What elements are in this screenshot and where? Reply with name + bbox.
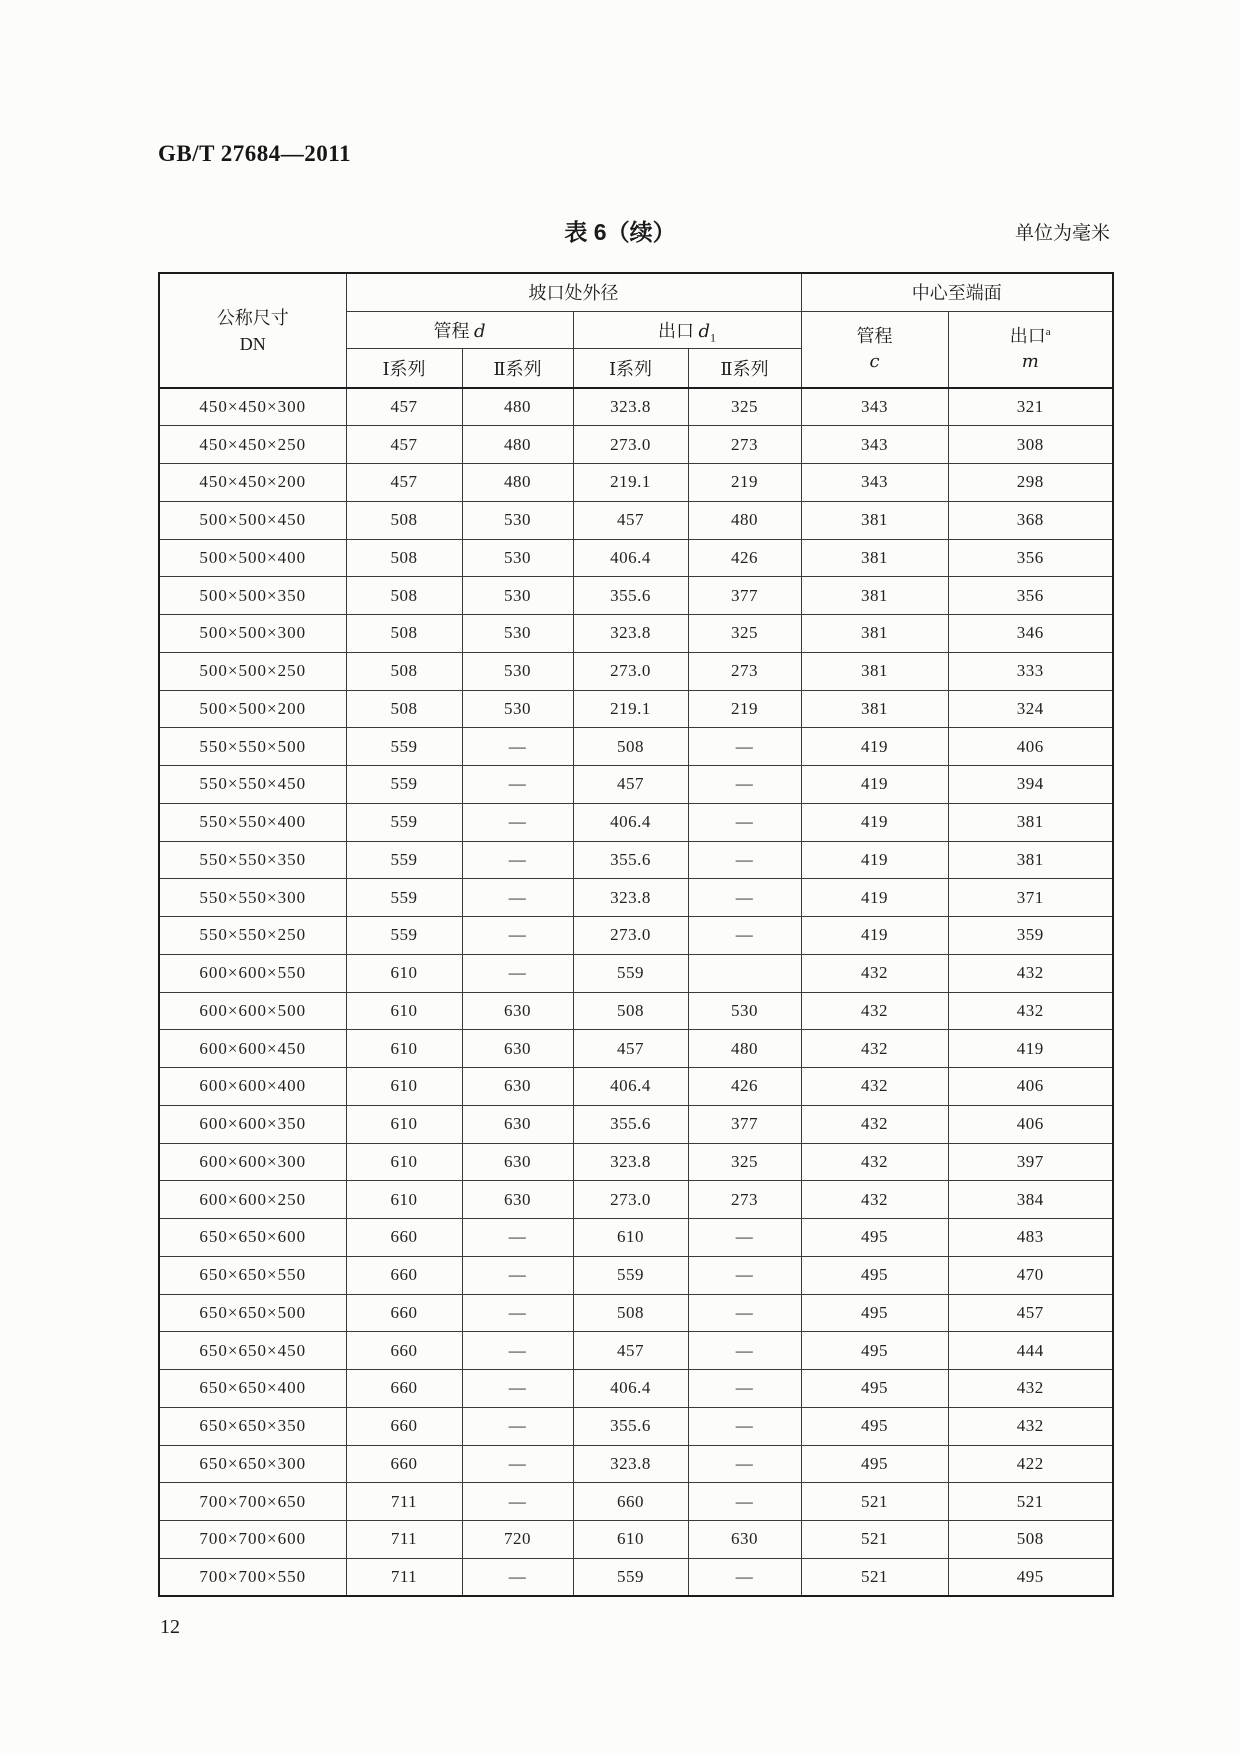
table-row [159,501,1113,539]
cell-dn: 450×450×250 [159,426,346,464]
cell-outlet-series2: 273 [688,1181,801,1219]
cell-outlet-series2: — [688,1219,801,1257]
table-row [159,1370,1113,1408]
cell-dn: 500×500×250 [159,652,346,690]
cell-outlet-series1: 323.8 [573,388,688,426]
cell-outlet-series1: 355.6 [573,1407,688,1445]
cell-outlet-series1: 508 [573,728,688,766]
cell-center-outlet-m: 495 [948,1558,1113,1596]
cell-dn: 700×700×650 [159,1483,346,1521]
cell-center-run-c: 432 [801,954,948,992]
cell-dn: 650×650×350 [159,1407,346,1445]
table-title: 表 6（续） [564,219,676,245]
header-run-d [346,311,573,348]
cell-outlet-series2: — [688,1445,801,1483]
cell-dn: 500×500×450 [159,501,346,539]
table-row [159,1558,1113,1596]
cell-center-run-c: 381 [801,652,948,690]
cell-outlet-series1: 273.0 [573,652,688,690]
cell-run-series1: 559 [346,841,462,879]
cell-center-run-c: 381 [801,577,948,615]
cell-outlet-series2: — [688,728,801,766]
cell-outlet-series2: 325 [688,1143,801,1181]
cell-center-run-c: 521 [801,1483,948,1521]
cell-outlet-series2: 426 [688,1068,801,1106]
cell-center-outlet-m: 324 [948,690,1113,728]
cell-center-run-c: 343 [801,464,948,502]
cell-outlet-series1: 660 [573,1483,688,1521]
cell-outlet-series2: — [688,1407,801,1445]
cell-run-series1: 610 [346,954,462,992]
header-outlet-d1 [573,311,801,348]
cell-run-series2: — [462,954,573,992]
cell-run-series2: 630 [462,1030,573,1068]
cell-outlet-series2: — [688,1483,801,1521]
cell-center-outlet-m: 359 [948,917,1113,955]
table-row [159,388,1113,426]
cell-run-series2: 530 [462,539,573,577]
run-d-symbol: d [473,320,486,342]
cell-dn: 450×450×200 [159,464,346,502]
cell-outlet-series1: 323.8 [573,1143,688,1181]
cell-center-run-c: 419 [801,917,948,955]
cell-run-series1: 610 [346,1143,462,1181]
table-row [159,992,1113,1030]
cell-run-series1: 660 [346,1445,462,1483]
table-body [159,388,1113,1596]
run-d-label: 管程 [433,320,470,341]
cell-dn: 650×650×300 [159,1445,346,1483]
cell-dn: 550×550×250 [159,917,346,955]
cell-outlet-series1: 273.0 [573,917,688,955]
table-row [159,917,1113,955]
cell-outlet-series2: 480 [688,1030,801,1068]
cell-center-outlet-m: 397 [948,1143,1113,1181]
cell-run-series2: 630 [462,1181,573,1219]
cell-run-series1: 508 [346,690,462,728]
cell-center-run-c: 432 [801,1030,948,1068]
cell-center-outlet-m: 346 [948,615,1113,653]
cell-run-series1: 508 [346,501,462,539]
cell-run-series1: 660 [346,1407,462,1445]
header-row-groups [159,273,1113,311]
cell-center-run-c: 343 [801,388,948,426]
cell-run-series1: 559 [346,766,462,804]
cell-outlet-series1: 219.1 [573,464,688,502]
cell-run-series1: 559 [346,728,462,766]
cell-run-series2: 530 [462,652,573,690]
nominal-size-label: 公称尺寸 [216,307,289,328]
cell-center-run-c: 432 [801,1181,948,1219]
cell-outlet-series1: 273.0 [573,426,688,464]
cell-dn: 550×550×300 [159,879,346,917]
cell-center-outlet-m: 432 [948,1407,1113,1445]
cell-outlet-series1: 323.8 [573,879,688,917]
cell-run-series1: 508 [346,652,462,690]
cell-center-run-c: 495 [801,1294,948,1332]
cell-outlet-series1: 559 [573,1558,688,1596]
table-row [159,1030,1113,1068]
cell-center-outlet-m: 384 [948,1181,1113,1219]
cell-run-series1: 457 [346,388,462,426]
cell-dn: 500×500×200 [159,690,346,728]
cell-center-outlet-m: 406 [948,1105,1113,1143]
cell-dn: 550×550×400 [159,803,346,841]
cell-dn: 600×600×550 [159,954,346,992]
cell-outlet-series2: — [688,766,801,804]
cell-center-outlet-m: 457 [948,1294,1113,1332]
run-c-label: 管程 [856,326,893,347]
header-series-ii-run: Ⅱ系列 [462,348,573,388]
cell-outlet-series2: 273 [688,652,801,690]
cell-run-series1: 508 [346,577,462,615]
table-row [159,879,1113,917]
cell-center-run-c: 381 [801,539,948,577]
cell-center-run-c: 381 [801,615,948,653]
cell-center-outlet-m: 508 [948,1521,1113,1559]
cell-center-run-c: 495 [801,1407,948,1445]
cell-outlet-series2: 325 [688,388,801,426]
cell-run-series2: — [462,766,573,804]
cell-center-outlet-m: 406 [948,1068,1113,1106]
cell-outlet-series2: — [688,917,801,955]
cell-dn: 550×550×450 [159,766,346,804]
outlet-d1-symbol: d [698,320,711,342]
cell-run-series1: 457 [346,426,462,464]
unit-note: 单位为毫米 [1014,223,1110,244]
cell-dn: 650×650×550 [159,1256,346,1294]
outlet-m-label: 出口 [1009,326,1046,347]
header-outlet-m [948,311,1113,388]
cell-run-series1: 660 [346,1332,462,1370]
cell-center-outlet-m: 394 [948,766,1113,804]
cell-dn: 600×600×300 [159,1143,346,1181]
cell-center-outlet-m: 444 [948,1332,1113,1370]
cell-outlet-series1: 406.4 [573,1068,688,1106]
cell-dn: 500×500×350 [159,577,346,615]
cell-outlet-series2: 630 [688,1521,801,1559]
cell-dn: 650×650×500 [159,1294,346,1332]
table-row [159,766,1113,804]
cell-center-outlet-m: 298 [948,464,1113,502]
cell-run-series2: — [462,1294,573,1332]
cell-outlet-series2: — [688,841,801,879]
cell-outlet-series2: 377 [688,1105,801,1143]
cell-center-outlet-m: 308 [948,426,1113,464]
cell-run-series1: 711 [346,1483,462,1521]
cell-outlet-series1: 610 [573,1521,688,1559]
cell-center-outlet-m: 432 [948,992,1113,1030]
table-row [159,803,1113,841]
cell-run-series2: — [462,1332,573,1370]
cell-outlet-series2: 219 [688,464,801,502]
cell-run-series1: 660 [346,1256,462,1294]
cell-run-series1: 610 [346,992,462,1030]
cell-outlet-series2: — [688,1294,801,1332]
cell-outlet-series2: — [688,1370,801,1408]
cell-dn: 550×550×500 [159,728,346,766]
cell-outlet-series1: 323.8 [573,1445,688,1483]
table-row [159,1407,1113,1445]
cell-run-series2: — [462,1558,573,1596]
cell-outlet-series1: 457 [573,1030,688,1068]
cell-run-series2: — [462,841,573,879]
cell-outlet-series1: 323.8 [573,615,688,653]
cell-outlet-series1: 406.4 [573,539,688,577]
cell-center-outlet-m: 368 [948,501,1113,539]
cell-run-series2: 630 [462,1068,573,1106]
outlet-m-symbol: m [1021,351,1039,373]
cell-run-series2: — [462,1483,573,1521]
cell-dn: 600×600×500 [159,992,346,1030]
header-series-i-run: Ⅰ系列 [346,348,462,388]
header-series-ii-outlet: Ⅱ系列 [688,348,801,388]
cell-center-run-c: 495 [801,1370,948,1408]
table-row [159,841,1113,879]
spec-table [158,272,1114,1597]
cell-run-series1: 508 [346,539,462,577]
cell-dn: 450×450×300 [159,388,346,426]
outlet-d1-label: 出口 [657,320,694,341]
header-groove-od-group: 坡口处外径 [346,273,801,311]
cell-run-series1: 610 [346,1030,462,1068]
cell-center-run-c: 521 [801,1558,948,1596]
cell-dn: 700×700×550 [159,1558,346,1596]
cell-center-outlet-m: 356 [948,577,1113,615]
table-row [159,1143,1113,1181]
cell-outlet-series1: 508 [573,1294,688,1332]
cell-center-run-c: 432 [801,992,948,1030]
cell-center-outlet-m: 470 [948,1256,1113,1294]
cell-run-series1: 660 [346,1370,462,1408]
table-row [159,426,1113,464]
cell-dn: 650×650×400 [159,1370,346,1408]
cell-run-series1: 457 [346,464,462,502]
cell-run-series1: 559 [346,803,462,841]
table-row [159,1256,1113,1294]
cell-run-series2: 630 [462,1105,573,1143]
cell-run-series2: 530 [462,615,573,653]
cell-run-series1: 660 [346,1219,462,1257]
cell-run-series1: 610 [346,1068,462,1106]
cell-run-series2: 480 [462,388,573,426]
table-row [159,464,1113,502]
cell-center-outlet-m: 406 [948,728,1113,766]
cell-run-series2: 630 [462,992,573,1030]
cell-outlet-series2: — [688,1332,801,1370]
cell-center-outlet-m: 483 [948,1219,1113,1257]
cell-run-series2: — [462,1370,573,1408]
cell-outlet-series2: 325 [688,615,801,653]
cell-center-run-c: 495 [801,1445,948,1483]
table-row [159,1294,1113,1332]
cell-outlet-series2: — [688,879,801,917]
cell-center-run-c: 432 [801,1068,948,1106]
cell-center-run-c: 419 [801,766,948,804]
table-row [159,1332,1113,1370]
table-row [159,652,1113,690]
cell-outlet-series1: 355.6 [573,1105,688,1143]
cell-run-series2: 530 [462,501,573,539]
cell-outlet-series1: 610 [573,1219,688,1257]
cell-run-series1: 610 [346,1181,462,1219]
cell-run-series1: 508 [346,615,462,653]
cell-run-series1: 711 [346,1521,462,1559]
cell-dn: 600×600×250 [159,1181,346,1219]
cell-dn: 650×650×450 [159,1332,346,1370]
cell-outlet-series2: 377 [688,577,801,615]
cell-center-run-c: 419 [801,841,948,879]
cell-run-series2: — [462,1256,573,1294]
cell-run-series2: — [462,803,573,841]
cell-center-run-c: 419 [801,803,948,841]
cell-outlet-series1: 406.4 [573,803,688,841]
cell-run-series2: — [462,1445,573,1483]
cell-run-series2: — [462,1407,573,1445]
cell-run-series2: 480 [462,426,573,464]
cell-center-run-c: 495 [801,1332,948,1370]
cell-run-series1: 610 [346,1105,462,1143]
cell-run-series2: 480 [462,464,573,502]
outlet-d1-subscript: 1 [710,330,717,345]
header-run-c [801,311,948,388]
cell-center-run-c: 495 [801,1256,948,1294]
cell-outlet-series1: 559 [573,954,688,992]
cell-center-outlet-m: 422 [948,1445,1113,1483]
cell-outlet-series1: 559 [573,1256,688,1294]
cell-run-series2: 530 [462,577,573,615]
cell-outlet-series2: — [688,1256,801,1294]
cell-center-run-c: 495 [801,1219,948,1257]
cell-center-outlet-m: 432 [948,1370,1113,1408]
header-center-to-face-group: 中心至端面 [801,273,1113,311]
cell-center-outlet-m: 381 [948,841,1113,879]
cell-center-run-c: 521 [801,1521,948,1559]
cell-center-outlet-m: 381 [948,803,1113,841]
cell-outlet-series1: 508 [573,992,688,1030]
cell-outlet-series2: 219 [688,690,801,728]
cell-run-series1: 559 [346,917,462,955]
table-row [159,728,1113,766]
table-row [159,1068,1113,1106]
cell-center-run-c: 343 [801,426,948,464]
table-row [159,539,1113,577]
cell-center-run-c: 381 [801,690,948,728]
cell-dn: 700×700×600 [159,1521,346,1559]
cell-center-run-c: 432 [801,1105,948,1143]
header-nominal-size [159,273,346,388]
cell-outlet-series2: 530 [688,992,801,1030]
table-row [159,1521,1113,1559]
table-row [159,690,1113,728]
cell-dn: 600×600×350 [159,1105,346,1143]
cell-run-series2: — [462,1219,573,1257]
cell-run-series2: — [462,917,573,955]
cell-outlet-series2: — [688,803,801,841]
table-row [159,1181,1113,1219]
cell-run-series2: 630 [462,1143,573,1181]
cell-center-outlet-m: 333 [948,652,1113,690]
cell-outlet-series1: 355.6 [573,841,688,879]
cell-outlet-series2: 480 [688,501,801,539]
header-series-i-outlet: Ⅰ系列 [573,348,688,388]
cell-outlet-series1: 457 [573,501,688,539]
cell-center-run-c: 419 [801,728,948,766]
table-row [159,954,1113,992]
cell-run-series1: 660 [346,1294,462,1332]
cell-run-series2: — [462,879,573,917]
cell-outlet-series1: 457 [573,1332,688,1370]
cell-outlet-series2 [688,954,801,992]
table-row [159,615,1113,653]
table-row [159,1445,1113,1483]
cell-center-outlet-m: 432 [948,954,1113,992]
cell-center-run-c: 419 [801,879,948,917]
table-row [159,577,1113,615]
table-row [159,1483,1113,1521]
cell-dn: 500×500×300 [159,615,346,653]
nominal-size-symbol: DN [239,333,266,354]
cell-run-series1: 711 [346,1558,462,1596]
cell-run-series2: 720 [462,1521,573,1559]
cell-center-run-c: 381 [801,501,948,539]
cell-center-outlet-m: 371 [948,879,1113,917]
cell-dn: 500×500×400 [159,539,346,577]
cell-run-series2: — [462,728,573,766]
table-row [159,1219,1113,1257]
cell-outlet-series1: 273.0 [573,1181,688,1219]
cell-center-outlet-m: 321 [948,388,1113,426]
cell-center-outlet-m: 356 [948,539,1113,577]
cell-dn: 600×600×450 [159,1030,346,1068]
cell-run-series2: 530 [462,690,573,728]
cell-outlet-series1: 219.1 [573,690,688,728]
run-c-symbol: c [869,351,880,373]
cell-outlet-series2: 273 [688,426,801,464]
table-row [159,1105,1113,1143]
cell-run-series1: 559 [346,879,462,917]
cell-center-outlet-m: 521 [948,1483,1113,1521]
cell-dn: 650×650×600 [159,1219,346,1257]
cell-dn: 550×550×350 [159,841,346,879]
cell-outlet-series1: 406.4 [573,1370,688,1408]
standard-code: GB/T 27684—2011 [158,141,352,166]
cell-outlet-series2: 426 [688,539,801,577]
cell-center-outlet-m: 419 [948,1030,1113,1068]
outlet-m-footnote-mark: a [1045,326,1051,339]
cell-center-run-c: 432 [801,1143,948,1181]
cell-outlet-series1: 355.6 [573,577,688,615]
cell-dn: 600×600×400 [159,1068,346,1106]
cell-outlet-series1: 457 [573,766,688,804]
page-number: 12 [160,1616,180,1638]
cell-outlet-series2: — [688,1558,801,1596]
